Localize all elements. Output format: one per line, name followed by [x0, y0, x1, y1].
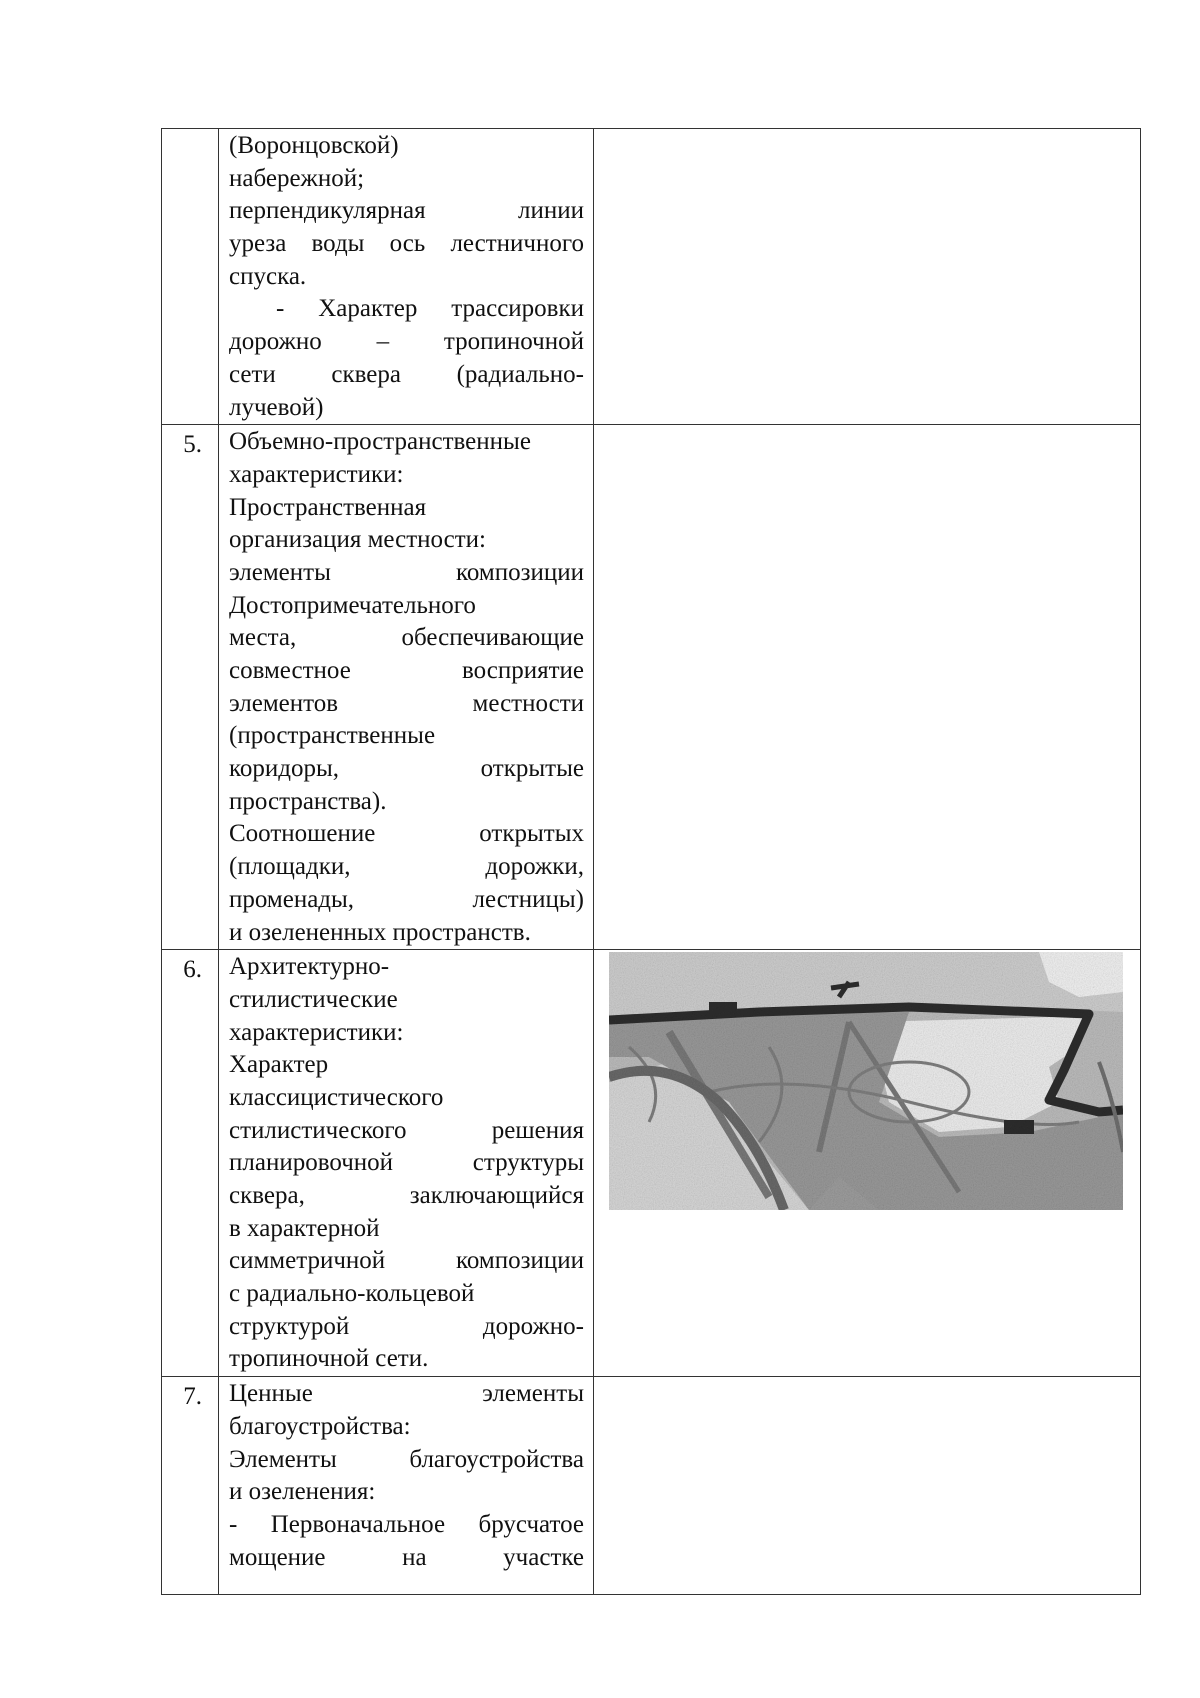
text-line: места, обеспечивающие: [229, 624, 584, 652]
row-description: [219, 950, 594, 1377]
text-line: и озелененных пространств.: [229, 918, 531, 946]
text-line: тропиночной сети.: [229, 1345, 429, 1373]
text-line: стилистические: [229, 985, 398, 1013]
text-line: и озеленения:: [229, 1478, 376, 1506]
row-description: [219, 1377, 594, 1595]
text-line: сети сквера (радиально-: [229, 360, 584, 388]
text-line: (пространственные: [229, 722, 436, 750]
text-line: характеристики:: [229, 460, 404, 488]
row-image-cell: [594, 950, 1141, 1377]
text-line: уреза воды ось лестничного: [229, 230, 584, 258]
row-description: [219, 129, 594, 425]
text-line: организация местности:: [229, 526, 486, 554]
text-line: набережной;: [229, 164, 365, 192]
monument-characteristics-table: [161, 128, 1141, 1595]
text-line: элементов местности: [229, 689, 584, 717]
table-row: [162, 425, 1141, 950]
text-line: благоустройства:: [229, 1412, 411, 1440]
text-line: Достопримечательного: [229, 591, 476, 619]
text-line: перпендикулярная линии: [229, 197, 584, 225]
text-line: Элементы благоустройства: [229, 1445, 584, 1473]
text-line: характеристики:: [229, 1018, 404, 1046]
text-line: планировочной структуры: [229, 1149, 584, 1177]
table-row: [162, 950, 1141, 1377]
aerial-site-photo: [609, 952, 1123, 1210]
row-number: [162, 129, 219, 425]
text-line: Пространственная: [229, 493, 427, 521]
text-line: мощение на участке: [229, 1543, 584, 1571]
text-line: Ценные элементы: [229, 1380, 584, 1408]
text-line: дорожно – тропиночной: [229, 328, 584, 356]
row-image-cell: [594, 129, 1141, 425]
text-line: сквера, заключающийся: [229, 1182, 584, 1209]
text-line: променады, лестницы): [229, 885, 584, 913]
text-line: - Характер трассировки: [276, 295, 584, 323]
row-image-cell: [594, 1377, 1141, 1595]
text-line: элементы композиции: [229, 558, 584, 586]
text-line: (Воронцовской): [229, 132, 399, 159]
text-line: с радиально-кольцевой: [229, 1280, 475, 1308]
row-image-cell: [594, 425, 1141, 950]
row-number: 6.: [162, 950, 219, 1377]
row-description: [219, 425, 594, 950]
text-line: структурой дорожно-: [229, 1312, 584, 1340]
text-line: Объемно-пространственные: [229, 428, 531, 456]
text-line: в характерной: [229, 1214, 380, 1242]
text-line: симметричной композиции: [229, 1247, 584, 1275]
text-line: Архитектурно-: [229, 953, 390, 981]
text-line: коридоры, открытые: [229, 755, 584, 783]
text-line: Соотношение открытых: [229, 820, 584, 848]
text-line: пространства).: [229, 787, 387, 815]
text-line: совместное восприятие: [229, 657, 584, 684]
row-number: 7.: [162, 1377, 219, 1595]
text-line: лучевой): [229, 393, 324, 421]
row-number: 5.: [162, 425, 219, 950]
table-row: [162, 1377, 1141, 1595]
text-line: классицистического: [229, 1083, 444, 1111]
text-line: - Первоначальное брусчатое: [229, 1510, 584, 1538]
text-line: (площадки, дорожки,: [229, 853, 584, 881]
text-line: Характер: [229, 1051, 329, 1079]
text-line: спуска.: [229, 262, 307, 290]
table-row: [162, 129, 1141, 425]
text-line: стилистического решения: [229, 1116, 584, 1144]
